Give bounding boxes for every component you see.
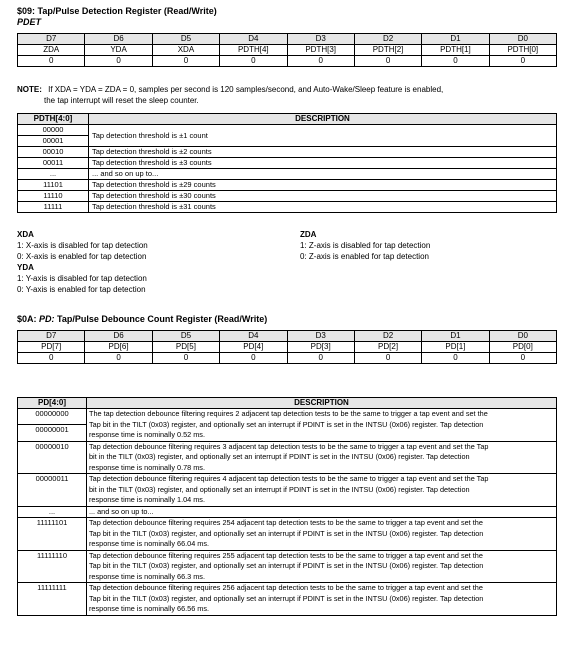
description-cell: Tap detection threshold is ±3 counts [89,158,557,169]
bit-default-cell: 0 [152,353,219,364]
bit-name-cell: PD[7] [18,342,85,353]
table-row [18,474,557,507]
bit-header-cell: D0 [489,331,556,342]
description-col-header: DESCRIPTION [89,114,557,125]
xda-description [17,229,148,295]
description-line: response time is nominally 66.3 ms. [89,571,205,581]
pd-col-header: PD[4:0] [18,398,87,409]
bit-default-cell: 0 [354,56,421,67]
note-line-1: If XDA = YDA = ZDA = 0, samples per second is 120 samples/second, and Auto-Wake/Sleep feature is enabled, [48,85,444,94]
bit-name-cell: PD[0] [489,342,556,353]
bit-header-cell: D7 [18,34,85,45]
zda-1: 1: Z-axis is disabled for tap detection [300,241,431,250]
bit-header-row [18,34,557,45]
code-cell: 11110 [18,191,89,202]
description-col-header: DESCRIPTION [87,398,557,409]
bit-header-cell: D5 [152,331,219,342]
description-line: ... and so on up to... [89,506,154,516]
description-cell [87,518,557,551]
description-line: bit in the TILT (0x03) register, and optionally set an interrupt if PDINT is set in the INTSU (0x06) register. Tap detection [89,452,470,461]
bit-default-cell: 0 [18,56,85,67]
bit-default-cell: 0 [18,353,85,364]
pd-table [17,397,557,616]
description-cell [87,441,557,474]
pdth-table [17,113,557,213]
bit-header-cell: D0 [489,34,556,45]
description-line: Tap bit in the TILT (0x03) register, and optionally set an interrupt if PDINT is set in the INTSU (0x06) register. Tap detection [89,593,484,603]
description-line: Tap bit in the TILT (0x03) register, and optionally set an interrupt if PDINT is set in the INTSU (0x06) register. Tap detection [89,561,484,570]
bit-header-cell: D2 [354,34,421,45]
code-cell: 00000010 [18,441,87,474]
bit-header-cell: D1 [422,331,489,342]
bit-default-cell: 0 [152,56,219,67]
table-row [18,506,557,518]
description-cell [87,506,557,518]
description-cell: Tap detection threshold is ±29 counts [89,180,557,191]
yda-1: 1: Y-axis is disabled for tap detection [17,274,147,283]
bit-header-cell: D6 [85,34,152,45]
code-cell: 11111 [18,202,89,213]
table-row [18,125,557,136]
table-row [18,169,557,180]
section-title-pdet: $09: Tap/Pulse Detection Register (Read/Write) [17,6,217,16]
code-cell: 11111101 [18,518,87,551]
code-cell: 11111110 [18,550,87,583]
section-title-pd [17,314,267,324]
description-line: Tap detection debounce filtering requires 3 adjacent tap detection tests to be the same to trigger a tap event and set the Tap [89,441,489,451]
bit-default-cell: 0 [220,353,287,364]
table-row [18,158,557,169]
bit-name-cell: XDA [152,45,219,56]
bit-default-cell: 0 [220,56,287,67]
description-line: response time is nominally 66.04 ms. [89,539,210,548]
table-row [18,409,557,425]
description-line: response time is nominally 0.78 ms. [89,462,205,472]
table-row [18,518,557,551]
bit-default-cell: 0 [287,56,354,67]
bit-name-cell: PDTH[2] [354,45,421,56]
pd-title-rest: Tap/Pulse Debounce Count Register (Read/Write) [54,314,268,324]
code-cell: 00000011 [18,474,87,507]
description-cell: Tap detection threshold is ±2 counts [89,147,557,158]
description-line: Tap detection debounce filtering requires 256 adjacent tap detection tests to be the same to trigger a tap event and set the [89,583,483,592]
yda-0: 0: Y-axis is enabled for tap detection [17,285,146,294]
description-line: response time is nominally 66.56 ms. [89,604,210,613]
description-line: bit in the TILT (0x03) register, and optionally set an interrupt if PDINT is set in the INTSU (0x06) register. Tap detection [89,484,470,494]
description-cell: Tap detection threshold is ±1 count [89,125,557,147]
bit-name-cell: YDA [85,45,152,56]
bit-default-cell: 0 [422,353,489,364]
xda-0: 0: X-axis is enabled for tap detection [17,252,147,261]
bit-default-cell: 0 [85,56,152,67]
bit-default-cell: 0 [354,353,421,364]
description-line: response time is nominally 0.52 ms. [89,430,205,439]
description-line: Tap bit in the TILT (0x03) register, and optionally set an interrupt if PDINT is set in the INTSU (0x06) register. Tap detection [89,528,484,538]
section-subtitle-pdet [17,17,41,27]
bit-name-row [18,342,557,353]
xda-1: 1: X-axis is disabled for tap detection [17,241,148,250]
bit-name-cell: PDTH[1] [422,45,489,56]
bit-name-row [18,45,557,56]
description-line: Tap detection debounce filtering requires 4 adjacent tap detection tests to be the same to trigger a tap event and set the Tap [89,474,489,483]
bit-header-cell: D4 [220,34,287,45]
zda-title: ZDA [300,230,317,239]
table-row [18,550,557,583]
pd-title-reg: PD: [39,314,55,324]
note-block [17,84,443,95]
bit-header-row [18,331,557,342]
description-cell [87,583,557,616]
bit-header-cell: D6 [85,331,152,342]
bit-name-cell: PD[6] [85,342,152,353]
code-cell: ... [18,169,89,180]
description-cell: ... and so on up to... [89,169,557,180]
table-row [18,583,557,616]
bit-default-cell: 0 [422,56,489,67]
bit-header-cell: D1 [422,34,489,45]
description-line: Tap detection debounce filtering requires 255 adjacent tap detection tests to be the same to trigger a tap event and set the [89,550,483,560]
bit-default-cell: 0 [489,353,556,364]
bit-name-cell: PD[5] [152,342,219,353]
bit-name-cell: PD[4] [220,342,287,353]
code-cell: 00000000 [18,409,87,425]
bit-name-cell: PD[1] [422,342,489,353]
note-line-2: the tap interrupt will reset the sleep counter. [44,96,199,105]
bit-default-row [18,56,557,67]
description-cell [87,474,557,507]
bit-default-row [18,353,557,364]
bit-name-cell: PDTH[3] [287,45,354,56]
table-row [18,180,557,191]
zda-description [300,229,430,262]
table-row [18,191,557,202]
bit-header-cell: D2 [354,331,421,342]
register-name: PDET [17,17,42,27]
description-line: Tap bit in the TILT (0x03) register, and optionally set an interrupt if PDINT is set in the INTSU (0x06) register. Tap detection [89,419,484,429]
bit-name-cell: ZDA [18,45,85,56]
code-cell: 00010 [18,147,89,158]
bit-name-cell: PDTH[4] [220,45,287,56]
note-label: NOTE: [17,85,42,94]
bit-header-cell: D5 [152,34,219,45]
bit-name-cell: PDTH[0] [489,45,556,56]
bit-header-cell: D7 [18,331,85,342]
description-cell [87,550,557,583]
pdet-bit-table [17,33,557,67]
code-cell: 00011 [18,158,89,169]
description-cell: Tap detection threshold is ±31 counts [89,202,557,213]
zda-0: 0: Z-axis is enabled for tap detection [300,252,429,261]
pd-bit-table [17,330,557,364]
description-line: Tap detection debounce filtering requires 254 adjacent tap detection tests to be the same to trigger a tap event and set the [89,518,483,527]
description-cell [87,409,557,442]
bit-default-cell: 0 [489,56,556,67]
bit-default-cell: 0 [85,353,152,364]
pdth-col-header: PDTH[4:0] [18,114,89,125]
code-cell: 00000001 [18,425,87,441]
bit-header-cell: D3 [287,34,354,45]
description-line: response time is nominally 1.04 ms. [89,495,205,504]
table-row [18,202,557,213]
table-row [18,147,557,158]
bit-name-cell: PD[2] [354,342,421,353]
yda-title: YDA [17,263,34,272]
bit-name-cell: PD[3] [287,342,354,353]
code-cell: 11101 [18,180,89,191]
table-row [18,441,557,474]
description-cell: Tap detection threshold is ±30 counts [89,191,557,202]
code-cell: 11111111 [18,583,87,616]
description-line: The tap detection debounce filtering requires 2 adjacent tap detection tests to be the same to trigger a tap event and set the [89,409,488,418]
bit-header-cell: D3 [287,331,354,342]
code-cell: 00000 [18,125,89,136]
code-cell: 00001 [18,136,89,147]
code-cell: ... [18,506,87,518]
bit-header-cell: D4 [220,331,287,342]
bit-default-cell: 0 [287,353,354,364]
pd-title-prefix: $0A: [17,314,40,324]
xda-title: XDA [17,230,34,239]
